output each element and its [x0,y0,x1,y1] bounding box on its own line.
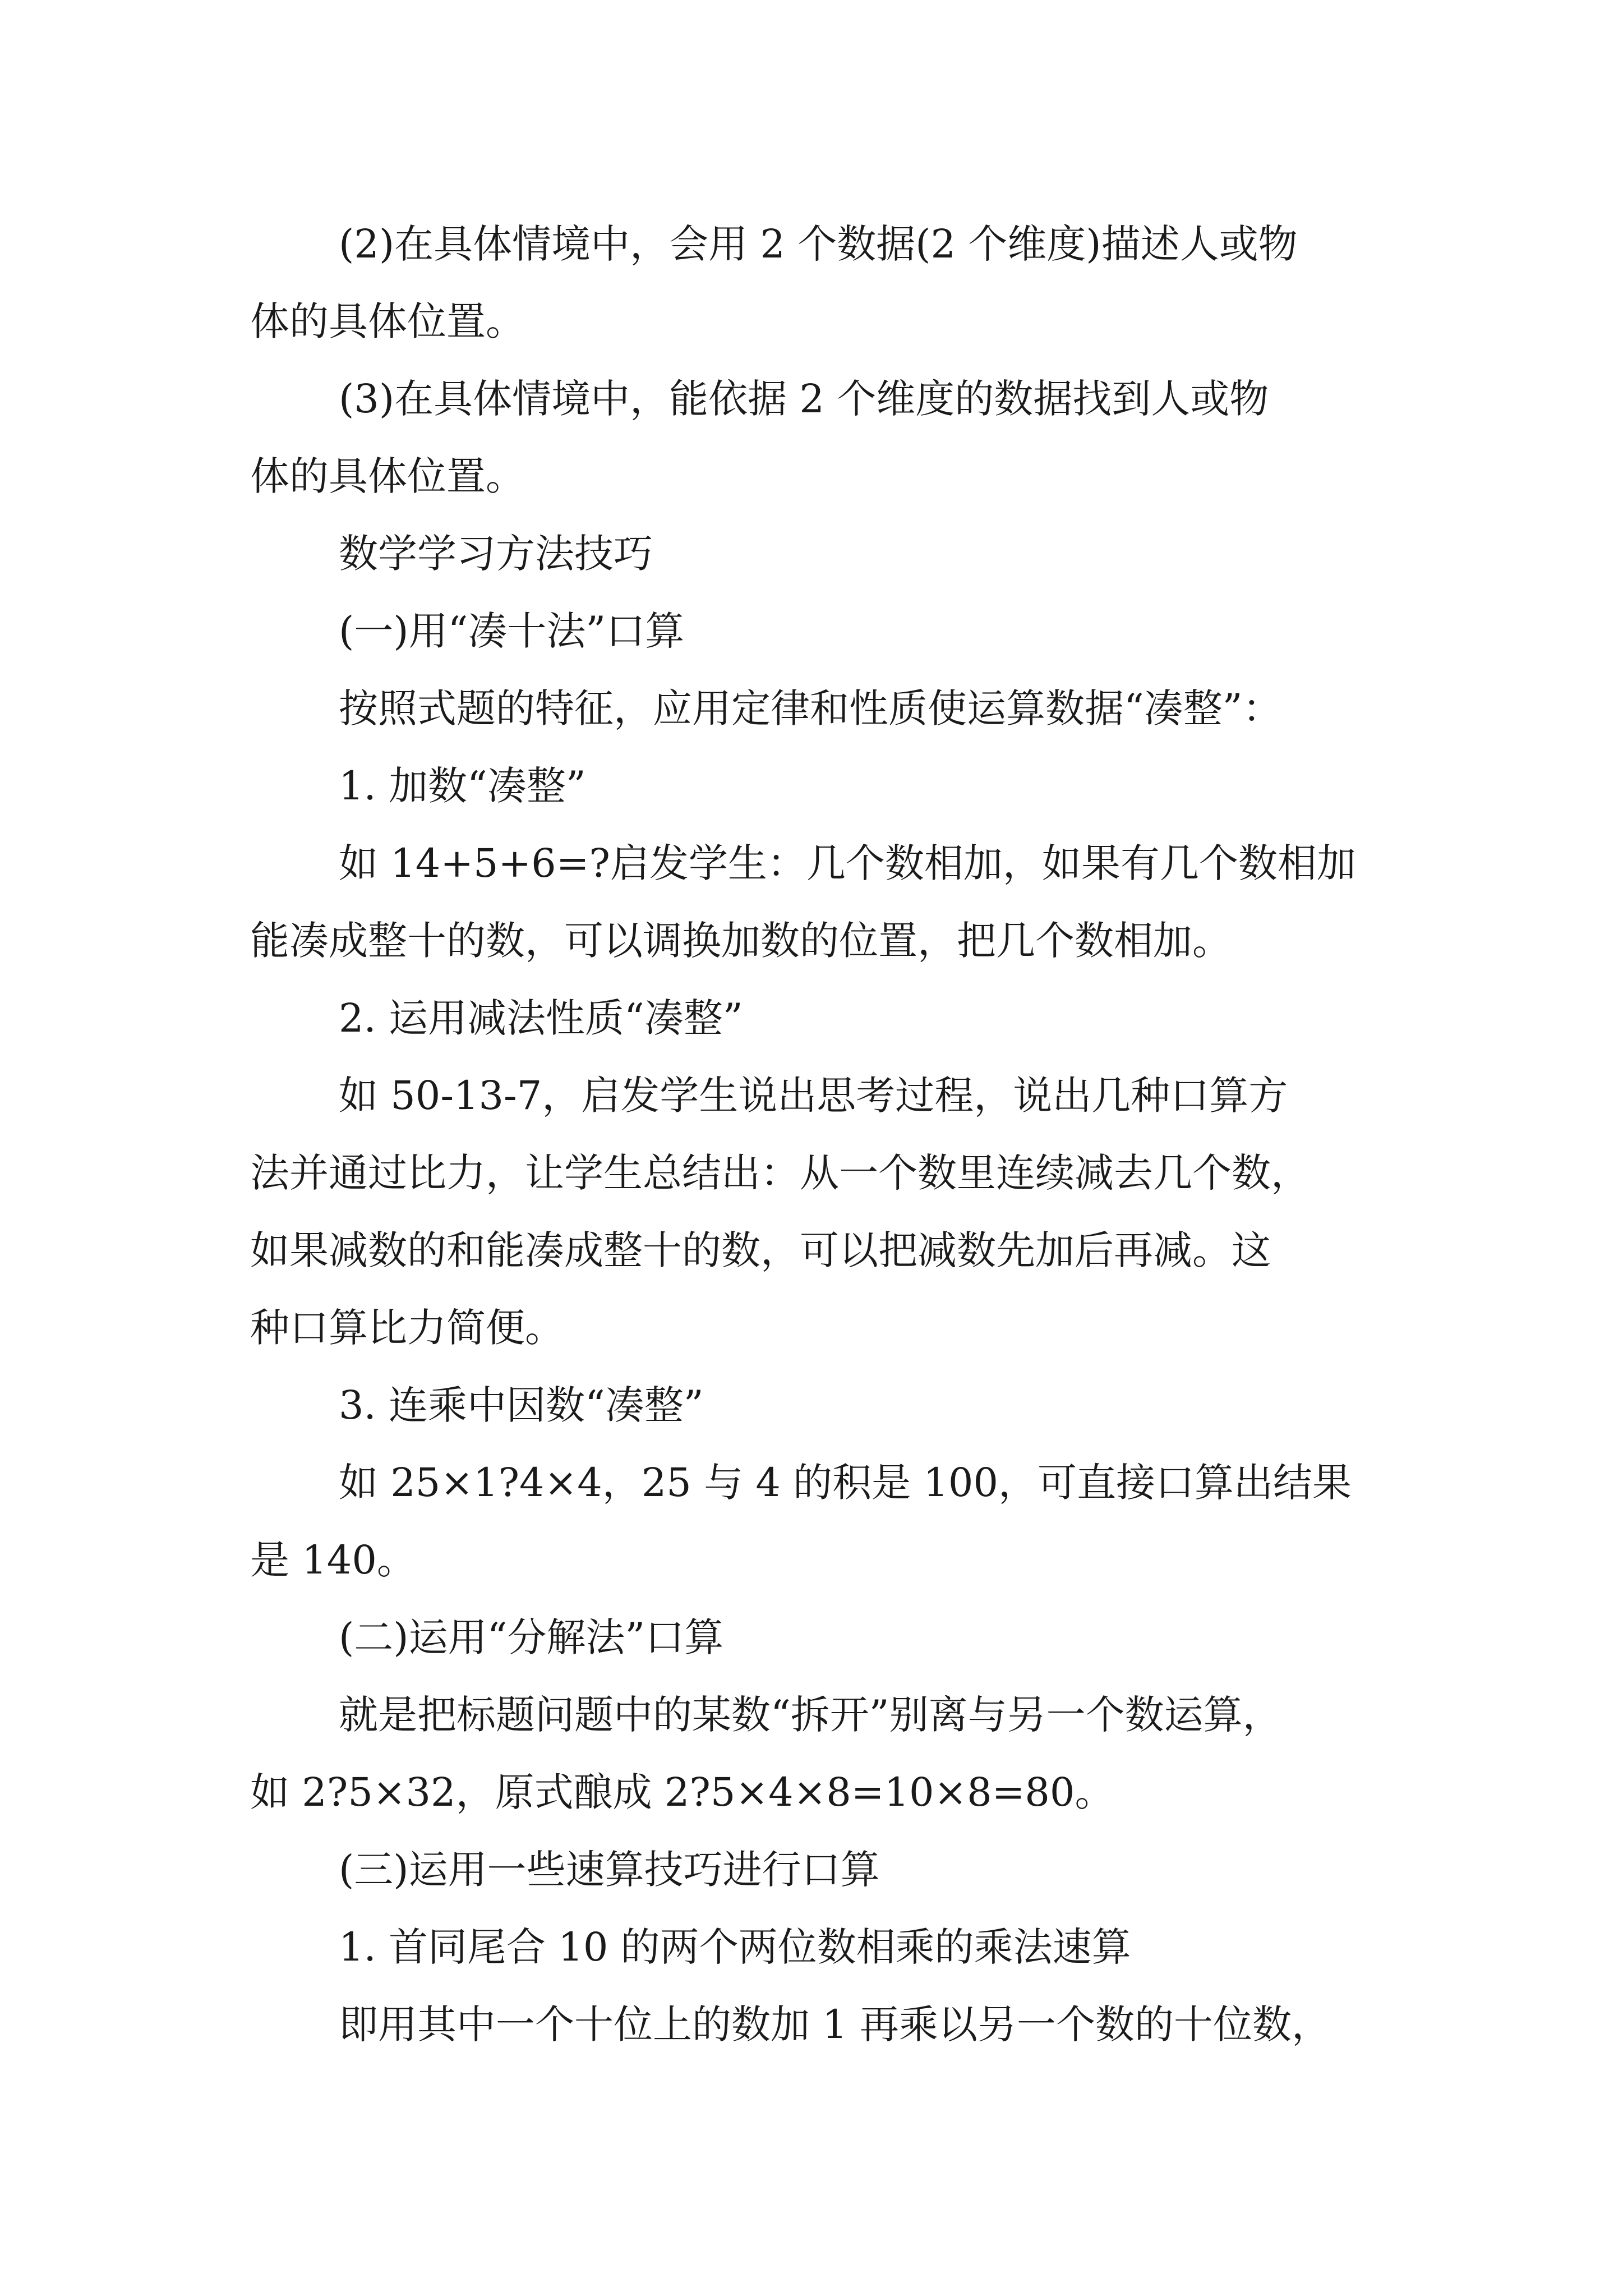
paragraph-line: 如 50-13-7，启发学生说出思考过程，说出几种口算方 [339,1073,1288,1119]
list-item-heading: 2. 运用减法性质“凑整” [339,995,743,1041]
paragraph-line: 按照式题的特征，应用定律和性质使运算数据“凑整”： [339,685,1282,731]
paragraph-line: 能凑成整十的数，可以调换加数的位置，把几个数相加。 [250,918,1232,964]
paragraph-line: 法并通过比力，让学生总结出：从一个数里连续减去几个数， [250,1150,1310,1196]
paragraph-line: 如果减数的和能凑成整十的数，可以把减数先加后再减。这 [250,1227,1271,1273]
paragraph-line: (3)在具体情境中，能依据 2 个维度的数据找到人或物 [339,376,1269,422]
paragraph-line: 种口算比力简便。 [250,1305,564,1351]
list-item-heading: 1. 首同尾合 10 的两个两位数相乘的乘法速算 [339,1924,1131,1970]
paragraph-line: 体的具体位置。 [250,298,525,344]
list-item-heading: 1. 加数“凑整” [339,763,586,809]
paragraph-line: 体的具体位置。 [250,453,525,499]
paragraph-line: 如 25×1?4×4，25 与 4 的积是 100，可直接口算出结果 [339,1460,1352,1506]
paragraph-line: 是 140。 [250,1537,416,1583]
subsection-heading: (二)运用“分解法”口算 [339,1614,724,1660]
paragraph-line: 如 14+5+6=?启发学生：几个数相加，如果有几个数相加 [339,840,1356,886]
paragraph-line: 如 2?5×32，原式酿成 2?5×4×8=10×8=80。 [250,1769,1114,1815]
paragraph-line: (2)在具体情境中，会用 2 个数据(2 个维度)描述人或物 [339,221,1298,267]
section-heading: 数学学习方法技巧 [339,531,653,577]
paragraph-line: 就是把标题问题中的某数“拆开”别离与另一个数运算， [339,1692,1282,1738]
paragraph-line: 即用其中一个十位上的数加 1 再乘以另一个数的十位数， [339,2001,1331,2047]
list-item-heading: 3. 连乘中因数“凑整” [339,1382,704,1428]
subsection-heading: (一)用“凑十法”口算 [339,608,685,654]
subsection-heading: (三)运用一些速算技巧进行口算 [339,1847,880,1893]
